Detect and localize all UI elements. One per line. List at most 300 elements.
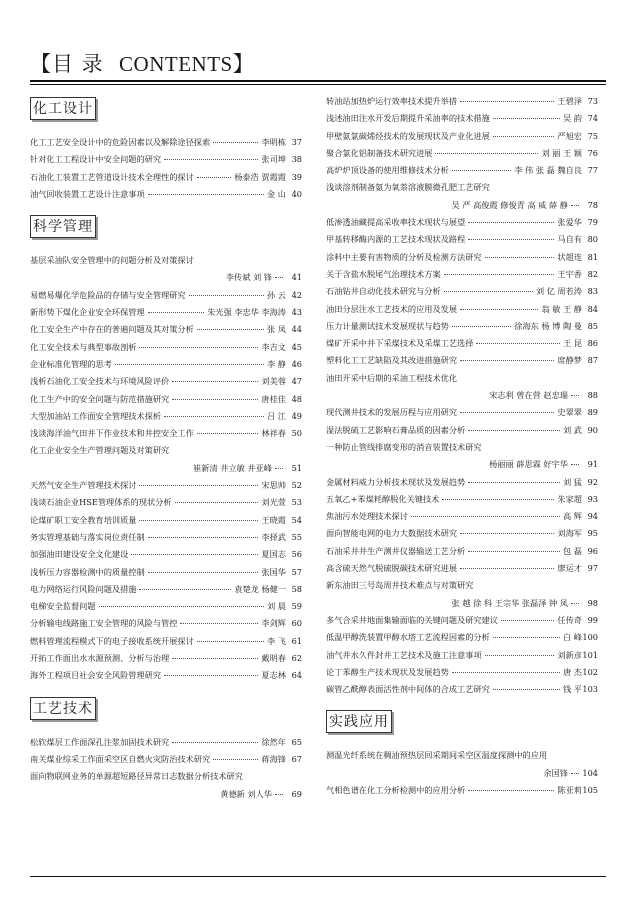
section-gap (326, 698, 598, 706)
leader-dots (33, 277, 223, 278)
toc-author: 孙 云 (267, 289, 286, 300)
toc-entry[interactable] (326, 422, 598, 439)
toc-author: 刘 武 (563, 424, 582, 435)
toc-entry[interactable] (326, 335, 598, 352)
toc-title: 五氧乙+苯煤耗醇脱化关键技术 (326, 493, 440, 504)
toc-title: 面向物联网业务的单源超短路径异常日志数据分析技术研究 (30, 771, 243, 782)
leader-dots (452, 671, 560, 673)
toc-author: 林祥春 (261, 428, 286, 439)
leader-dots (571, 394, 579, 396)
toc-entry[interactable] (30, 134, 302, 151)
toc-entry[interactable] (30, 169, 302, 186)
leader-dots (493, 688, 560, 690)
toc-entry[interactable] (30, 529, 302, 546)
toc-entry[interactable] (30, 650, 302, 667)
toc-page: 49 (291, 410, 302, 421)
toc-author: 钱 平 (563, 684, 582, 695)
toc-title: 低温甲醇洗装置甲醇水塔工艺流程因素的分析 (326, 632, 490, 643)
leader-dots (275, 793, 283, 795)
section-gap (30, 203, 302, 211)
toc-author-row (30, 460, 302, 477)
leader-dots (571, 602, 579, 604)
toc-row (30, 512, 302, 529)
toc-title: 加强油田建设安全文化建设 (30, 549, 129, 560)
toc-entry[interactable] (326, 301, 598, 318)
leader-dots (148, 536, 259, 538)
leader-dots (148, 571, 259, 573)
toc-entry[interactable] (326, 214, 598, 231)
toc-entry[interactable] (326, 145, 598, 162)
toc-title: 分析输电线路施工安全管理的风险与管控 (30, 618, 178, 629)
toc-entry[interactable] (326, 439, 598, 474)
toc-entry[interactable] (326, 404, 598, 421)
toc-title: 煤矿开采中井下采煤技术及采煤工艺选择 (326, 338, 474, 349)
toc-title: 基层采油队安全管理中的问题分析及对策探讨 (30, 255, 194, 266)
toc-title: 石油钻井自动化技术研究与分析 (326, 286, 441, 297)
leader-dots (485, 256, 555, 258)
toc-title: 浅析石油化工安全技术与环境风险评价 (30, 376, 170, 387)
toc-author: 白 峰 (563, 632, 582, 643)
toc-entry[interactable] (30, 512, 302, 529)
toc-row (30, 287, 302, 304)
toc-author-row (326, 197, 598, 214)
toc-row (30, 151, 302, 168)
toc-entry[interactable] (326, 612, 598, 629)
toc-page: 102 (582, 666, 598, 677)
toc-author: 李剑辉 (261, 618, 286, 629)
leader-dots (442, 498, 554, 500)
toc-author: 李择武 (261, 531, 286, 542)
toc-entry[interactable] (326, 681, 598, 698)
toc-entry[interactable] (326, 110, 598, 127)
toc-author: 包 磊 (563, 545, 582, 556)
toc-entry[interactable] (326, 525, 598, 542)
toc-title: 燃料管理流程模式下的电子接收系统开展探讨 (30, 635, 194, 646)
toc-entry[interactable] (30, 252, 302, 287)
toc-author: 吕 江 (267, 410, 286, 421)
toc-entry[interactable] (30, 391, 302, 408)
section-heading: 工艺技术 (30, 697, 96, 720)
toc-page: 83 (587, 286, 598, 297)
header-rule-thin (30, 84, 606, 85)
leader-dots (180, 622, 258, 624)
toc-row (30, 373, 302, 390)
toc-title: 浅述油田注水开发后期提升采油率的技术措施 (326, 113, 490, 124)
toc-page: 45 (291, 341, 302, 352)
toc-entry[interactable] (326, 782, 598, 799)
header-rule-thick (30, 80, 606, 82)
leader-dots (131, 553, 258, 555)
toc-author-row (326, 387, 598, 404)
leader-dots (468, 550, 560, 552)
toc-entry[interactable] (326, 93, 598, 110)
toc-row (326, 335, 598, 352)
toc-entry[interactable] (30, 477, 302, 494)
toc-page: 56 (291, 549, 302, 560)
toc-page: 80 (587, 234, 598, 245)
toc-author: 廖运才 (557, 563, 582, 574)
toc-author: 崔新清 井立敏 井亚峰 (193, 462, 272, 473)
toc-entry[interactable] (326, 577, 598, 612)
leader-dots (329, 464, 486, 465)
toc-author: 李 伟 张 磊 魏自良 (514, 165, 582, 176)
leader-dots (460, 411, 554, 413)
leader-dots (197, 176, 232, 178)
toc-page: 48 (291, 393, 302, 404)
toc-row (326, 647, 598, 664)
toc-entry[interactable] (326, 543, 598, 560)
toc-row (326, 93, 598, 110)
toc-title: 焦油污水处理技术探讨 (326, 511, 408, 522)
leader-dots (33, 468, 190, 469)
toc-author: 杨丽丽 薛思霖 好宇华 (489, 459, 568, 470)
toc-page: 74 (587, 113, 598, 124)
toc-title: 浅析压力容器检测中的质量控制 (30, 566, 145, 577)
toc-author: 宋思帅 (261, 480, 286, 491)
toc-title-row (326, 577, 598, 594)
leader-dots (148, 311, 204, 313)
toc-row (30, 169, 302, 186)
toc-author: 刘新彦 (557, 649, 582, 660)
toc-row (30, 408, 302, 425)
toc-title: 甲基转移酶内源的工艺技术现状及路程 (326, 234, 466, 245)
section-heading: 化工设计 (30, 97, 96, 120)
toc-entry[interactable] (30, 564, 302, 581)
toc-entry[interactable] (326, 179, 598, 214)
toc-title: 化工生产中的安全问题与防范措施研究 (30, 393, 170, 404)
toc-author: 李传斌 刘 锋 (225, 272, 272, 283)
toc-title: 低渗透油藏提高采收率技术现状与展望 (326, 217, 466, 228)
toc-author-row (326, 595, 598, 612)
toc-entry[interactable] (30, 287, 302, 304)
toc-title: 转油站加热炉运行效率技术提升举措 (326, 96, 458, 106)
leader-dots (476, 342, 560, 344)
leader-dots (468, 238, 554, 240)
toc-title: 现代测井技术的发展历程与应用研究 (326, 407, 458, 418)
toc-author: 蒋海锋 (261, 753, 286, 764)
toc-title: 浅谈溶剂制备氨为氧萘溶液膜微孔肥工艺研究 (326, 182, 490, 193)
toc-author: 宋志利 曾在营 赵忠瑞 (489, 390, 568, 401)
toc-page: 96 (587, 545, 598, 556)
toc-page: 94 (587, 511, 598, 522)
toc-page: 67 (291, 753, 302, 764)
toc-page: 41 (291, 272, 302, 283)
toc-row (30, 339, 302, 356)
toc-row (326, 266, 598, 283)
toc-author: 严旭宏 (557, 130, 582, 141)
toc-row (30, 615, 302, 632)
toc-author: 唐 杰 (563, 666, 582, 677)
toc-row (30, 581, 302, 598)
toc-entry[interactable] (326, 370, 598, 405)
toc-entry[interactable] (30, 734, 302, 751)
toc-entry[interactable] (30, 768, 302, 803)
leader-dots (571, 204, 579, 206)
leader-dots (275, 467, 283, 469)
contents-header (30, 48, 255, 78)
leader-dots (139, 346, 258, 348)
toc-entry[interactable] (30, 151, 302, 168)
toc-entry[interactable] (30, 425, 302, 442)
leader-dots (493, 636, 560, 638)
toc-title: 化工安全生产中存在的普遍问题及其对策分析 (30, 324, 194, 335)
toc-row (30, 734, 302, 751)
toc-row (30, 598, 302, 615)
contents-title-cn: 目 录 (52, 52, 104, 76)
toc-page: 38 (291, 154, 302, 165)
toc-page: 65 (291, 736, 302, 747)
toc-author: 戴明春 (261, 653, 286, 664)
toc-title: 针对化工工程设计中安全问题的研究 (30, 154, 162, 165)
toc-author: 夏志林 (261, 670, 286, 681)
leader-dots (189, 294, 264, 296)
toc-title: 涂料中主要有害物质的分析及检测方法研究 (326, 251, 482, 262)
toc-row (30, 751, 302, 768)
toc-title-row (30, 252, 302, 269)
toc-row (30, 564, 302, 581)
toc-row (326, 422, 598, 439)
toc-title: 企业标准化管理的思考 (30, 358, 112, 369)
toc-entry[interactable] (326, 249, 598, 266)
toc-author: 朱家超 (557, 493, 582, 504)
leader-dots (468, 789, 554, 791)
leader-dots (460, 308, 538, 310)
toc-title-row (326, 439, 598, 456)
toc-row (30, 529, 302, 546)
toc-title: 浅谈海洋油气田井下作业技术和井控安全工作 (30, 428, 194, 439)
toc-entry[interactable] (326, 128, 598, 145)
toc-author: 杨泰浩 贾霞霞 (234, 171, 286, 182)
leader-dots (139, 484, 258, 486)
toc-page: 81 (587, 251, 598, 262)
toc-row (30, 650, 302, 667)
toc-author-row (30, 786, 302, 803)
toc-entry[interactable] (326, 266, 598, 283)
toc-page: 78 (587, 199, 598, 210)
toc-entry[interactable] (30, 356, 302, 373)
leader-dots (275, 276, 283, 278)
toc-page: 100 (582, 632, 598, 643)
leader-dots (493, 117, 560, 119)
toc-title: 大型加油站工作面安全管理技术探析 (30, 410, 162, 421)
toc-entry[interactable] (30, 751, 302, 768)
toc-title: 浅谈石油企业HSE管理体系的现状分析 (30, 497, 172, 508)
toc-entry[interactable] (30, 667, 302, 684)
toc-entry[interactable] (30, 321, 302, 338)
toc-author: 状超连 (557, 251, 582, 262)
toc-author: 张 凤 (267, 324, 286, 335)
toc-row (326, 560, 598, 577)
toc-row (326, 612, 598, 629)
toc-entry[interactable] (30, 494, 302, 511)
leader-dots (329, 205, 449, 206)
toc-entry[interactable] (326, 474, 598, 491)
toc-entry[interactable] (326, 560, 598, 577)
toc-title: 高含硫天然气脱硫脱碳技术研究进展 (326, 563, 458, 574)
leader-dots (329, 603, 449, 604)
toc-entry[interactable] (30, 615, 302, 632)
leader-dots (164, 674, 258, 676)
toc-row (326, 318, 598, 335)
toc-title: 油气回收装置工艺设计注意事项 (30, 188, 145, 199)
toc-author: 陈亚莉 (557, 784, 582, 795)
toc-row (30, 667, 302, 684)
toc-entry[interactable] (326, 162, 598, 179)
toc-author: 金 山 (267, 188, 286, 199)
leader-dots (460, 100, 554, 102)
toc-row (326, 664, 598, 681)
toc-page: 43 (291, 307, 302, 318)
toc-row (326, 782, 598, 799)
toc-author: 张司坤 (261, 154, 286, 165)
toc-entry[interactable] (326, 491, 598, 508)
toc-entry[interactable] (326, 664, 598, 681)
toc-entry[interactable] (326, 318, 598, 335)
toc-entry[interactable] (326, 508, 598, 525)
toc-row (326, 283, 598, 300)
toc-entry[interactable] (326, 629, 598, 646)
toc-row (326, 128, 598, 145)
toc-author: 余国锋 (543, 767, 568, 778)
leader-dots (197, 640, 264, 642)
bracket-open: 【 (30, 52, 52, 76)
toc-author: 刘光萱 (261, 497, 286, 508)
leader-dots (452, 325, 511, 327)
toc-page: 91 (587, 459, 598, 470)
toc-page: 98 (587, 597, 598, 608)
toc-title: 面向智能电网的电力大数据技术研究 (326, 528, 458, 539)
toc-author: 翁 敏 王 静 (541, 303, 582, 314)
toc-page: 54 (291, 514, 302, 525)
toc-entry[interactable] (30, 442, 302, 477)
toc-entry[interactable] (326, 747, 598, 782)
toc-entry[interactable] (30, 373, 302, 390)
toc-entry[interactable] (30, 186, 302, 203)
toc-entry[interactable] (30, 304, 302, 321)
toc-entry[interactable] (30, 546, 302, 563)
toc-author: 吴 韵 (563, 113, 582, 124)
toc-author: 唐桂佳 (261, 393, 286, 404)
toc-title: 石油采井井生产测井仪器输送工艺分析 (326, 545, 466, 556)
toc-page: 55 (291, 531, 302, 542)
toc-title: 甲壁氨氯碳烯烃技术的发展现状及产业化进展 (326, 130, 490, 141)
toc-page: 58 (291, 583, 302, 594)
leader-dots (172, 380, 258, 382)
toc-title: 多气合采井地面集输面临的关键问题及研究建议 (326, 614, 498, 625)
toc-page: 61 (291, 635, 302, 646)
toc-page: 82 (587, 268, 598, 279)
toc-page: 69 (291, 788, 302, 799)
toc-title: 气相色谱在化工分析检测中的应用分析 (326, 784, 466, 795)
toc-page: 50 (291, 428, 302, 439)
toc-row (326, 162, 598, 179)
toc-author: 张国华 (261, 566, 286, 577)
leader-dots (172, 741, 258, 743)
toc-author: 王宇香 (557, 268, 582, 279)
toc-entry[interactable] (326, 283, 598, 300)
toc-row (326, 543, 598, 560)
toc-page: 44 (291, 324, 302, 335)
toc-entry[interactable] (30, 581, 302, 598)
toc-page: 62 (291, 653, 302, 664)
toc-author: 刘 丽 王 颖 (541, 147, 582, 158)
toc-author: 刘海军 (557, 528, 582, 539)
toc-entry[interactable] (30, 598, 302, 615)
toc-row (326, 231, 598, 248)
leader-dots (411, 515, 560, 517)
toc-page: 46 (291, 358, 302, 369)
leader-dots (452, 169, 511, 171)
leader-dots (329, 395, 486, 396)
leader-dots (468, 221, 554, 223)
toc-author: 张 越 徐 科 王宗华 张磊泽 钟 凤 (451, 597, 568, 608)
toc-page: 42 (291, 289, 302, 300)
toc-page: 86 (587, 338, 598, 349)
toc-author-row (30, 269, 302, 286)
toc-author: 刘 猛 (563, 476, 582, 487)
toc-title: 高炉炉顶设备的使用维修技术分析 (326, 165, 449, 176)
toc-page: 52 (291, 480, 302, 491)
toc-title: 石油化工装置工艺管道设计技术全理性的探讨 (30, 171, 194, 182)
leader-dots (501, 619, 554, 621)
leader-dots (197, 432, 259, 434)
toc-author: 夏国志 (261, 549, 286, 560)
toc-entry[interactable] (326, 352, 598, 369)
leader-dots (213, 758, 258, 760)
toc-page: 97 (587, 563, 598, 574)
toc-title: 关于含盐水脱尾气治理技术方案 (326, 268, 441, 279)
toc-author: 李 静 (267, 358, 286, 369)
toc-row (326, 110, 598, 127)
toc-author: 刘 亿 周若涛 (535, 286, 582, 297)
leader-dots (329, 773, 540, 774)
toc-title: 化工安全技术与典型事故剖析 (30, 341, 137, 352)
leader-dots (460, 359, 554, 361)
toc-entry[interactable] (30, 339, 302, 356)
toc-page: 90 (587, 424, 598, 435)
toc-author: 马自有 (557, 234, 582, 245)
toc-entry[interactable] (326, 231, 598, 248)
section-heading: 实践应用 (326, 710, 392, 733)
toc-author: 袁楚龙 杨健一 (234, 583, 286, 594)
toc-entry[interactable] (326, 647, 598, 664)
toc-title: 论煤矿职工安全教育培训质量 (30, 514, 137, 525)
toc-page: 75 (587, 130, 598, 141)
toc-page: 103 (582, 684, 598, 695)
toc-author: 任传奇 (557, 614, 582, 625)
toc-entry[interactable] (30, 633, 302, 650)
toc-title-row (30, 768, 302, 785)
leader-dots (485, 654, 555, 656)
toc-author: 李明栋 (261, 137, 286, 147)
toc-row (326, 491, 598, 508)
toc-row (30, 304, 302, 321)
toc-page: 84 (587, 303, 598, 314)
toc-title-row (326, 179, 598, 196)
toc-author: 刘 晨 (267, 601, 286, 612)
toc-page: 37 (291, 137, 302, 147)
leader-dots (444, 290, 533, 292)
toc-page: 93 (587, 493, 598, 504)
toc-author: 王碧泽 (557, 96, 582, 106)
toc-title-row (326, 370, 598, 387)
toc-page: 101 (582, 649, 598, 660)
toc-author: 李吉文 (261, 341, 286, 352)
toc-row (326, 404, 598, 421)
leader-dots (139, 588, 231, 590)
toc-author: 李 飞 (267, 635, 286, 646)
toc-entry[interactable] (30, 408, 302, 425)
